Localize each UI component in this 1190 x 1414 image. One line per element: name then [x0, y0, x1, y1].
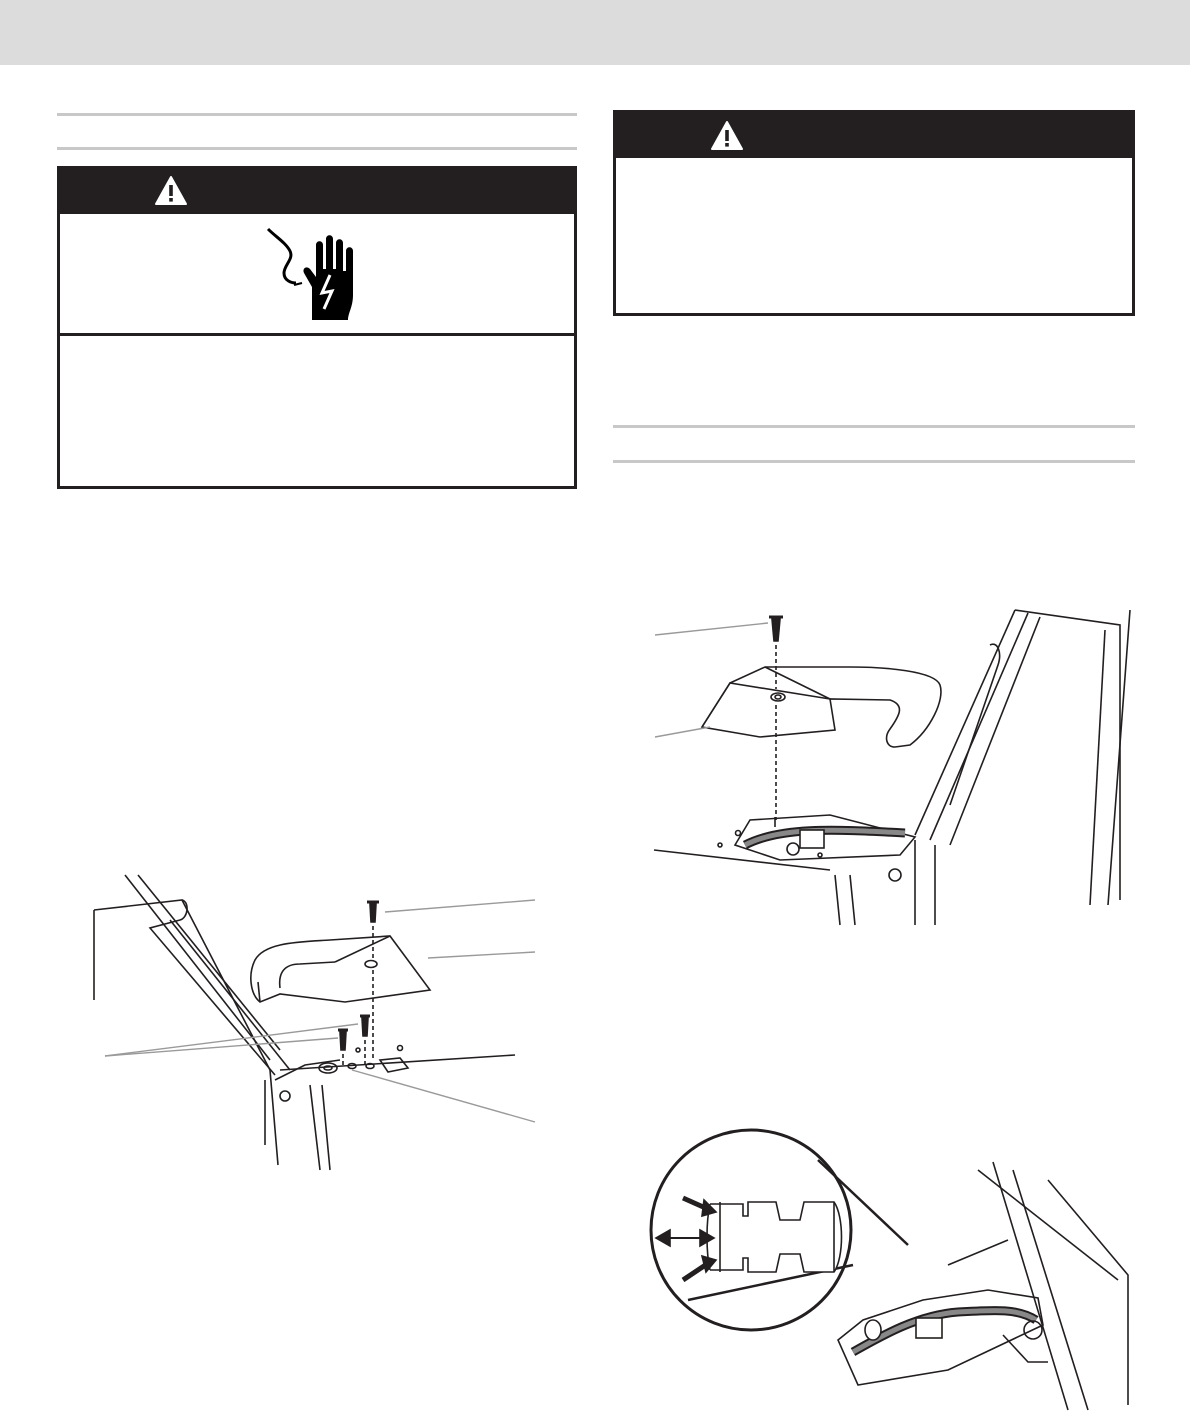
warning-triangle-icon	[710, 120, 744, 151]
warning-triangle-icon	[154, 175, 188, 206]
hinge-cover-removal-left	[90, 870, 540, 1170]
section-rule-top-left	[57, 113, 577, 116]
section-rule-bottom-left	[57, 147, 577, 150]
electrical-shock-hand-icon	[262, 225, 362, 325]
warning-header-bar	[613, 110, 1135, 158]
hinge-cover-removal-right	[650, 605, 1140, 930]
section-rule-bottom-right	[613, 460, 1135, 463]
warning-frame	[57, 166, 577, 489]
water-line-quick-connect-detail	[648, 1130, 1138, 1410]
section-rule-top-right	[613, 425, 1135, 428]
page-header-band	[0, 0, 1190, 65]
warning-divider	[57, 333, 577, 336]
warning-header-bar	[57, 166, 577, 214]
